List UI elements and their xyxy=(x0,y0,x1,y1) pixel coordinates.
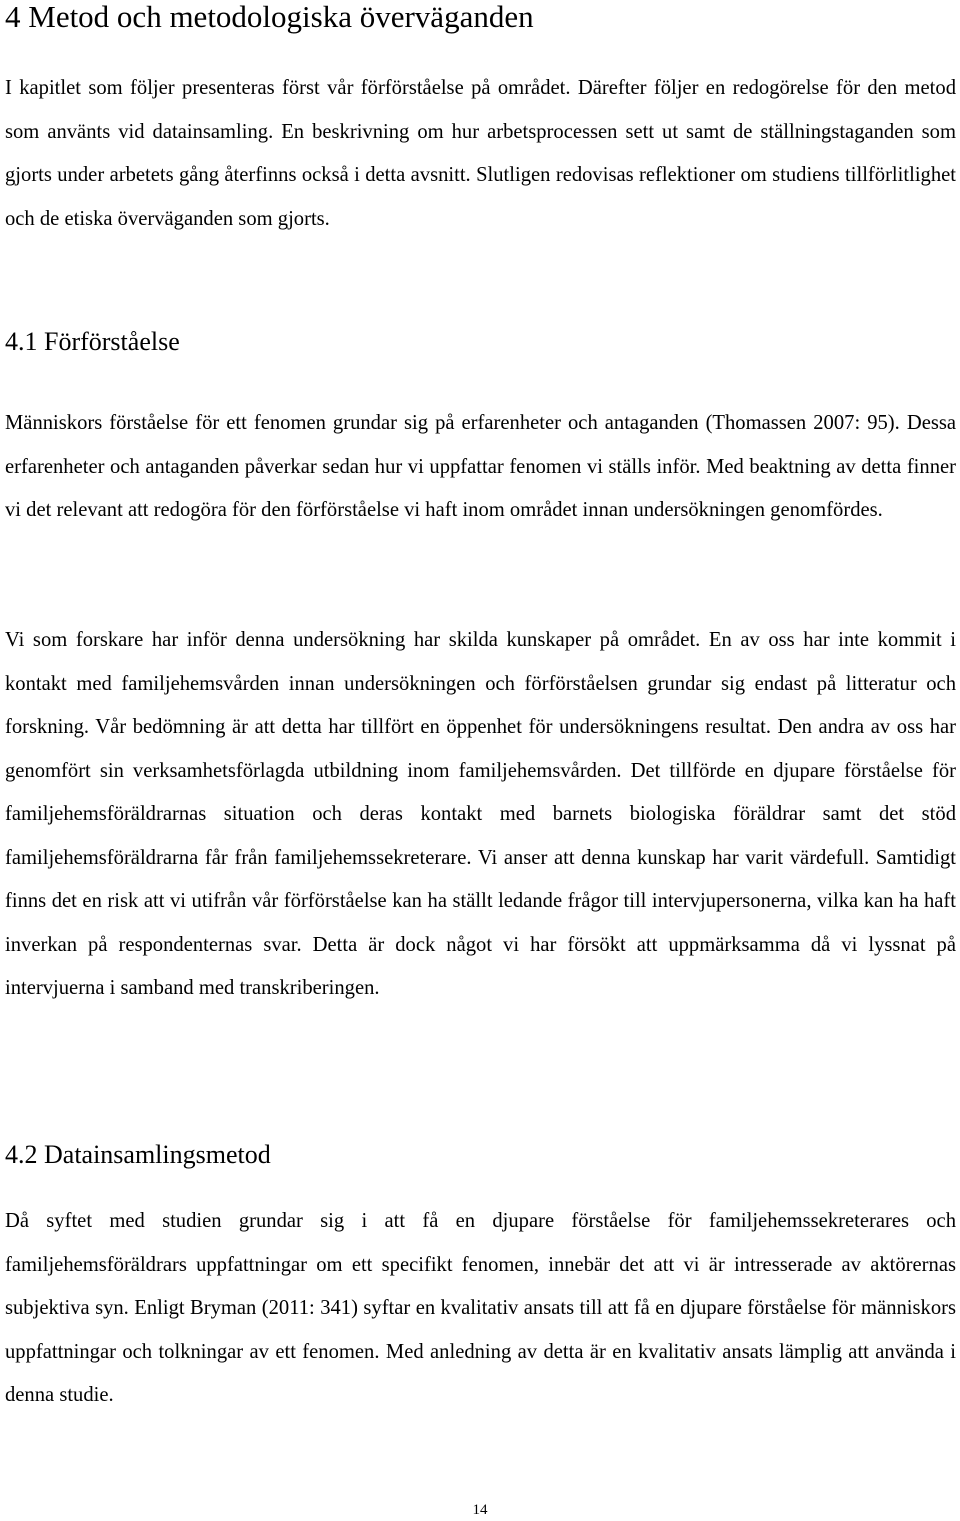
section-title-datainsamlingsmetod: 4.2 Datainsamlingsmetod xyxy=(5,1140,271,1169)
chapter-title: 4 Metod och metodologiska överväganden xyxy=(5,0,534,34)
paragraph-datainsamlingsmetod-1: Då syftet med studien grundar sig i att få en djupare förståelse för familjehemssekreterares och familjehemsföräldrars uppfattningar om ett specifikt fenomen, innebär det att vi är intresserade av aktörernas subjektiva syn. Enligt Bryman (2011: 341) syftar en kvalitativ ansats till att få en djupare förståelse för människors uppfattningar och tolkningar av ett fenomen. Med anledning av detta är en kvalitativ ansats lämplig att använda i denna studie. xyxy=(5,1210,956,1406)
intro-paragraph: I kapitlet som följer presenteras först vår förförståelse på området. Därefter följer en redogörelse för den metod som använts vid datainsamling. En beskrivning om hur arbetsprocessen sett ut samt de ställningstaganden som gjorts under arbetets gång återfinns också i detta avsnitt. Slutligen redovisas reflektioner om studiens tillförlitlighet och de etiska överväganden som gjorts. xyxy=(5,77,956,230)
paragraph-forforstaelse-1: Människors förståelse för ett fenomen grundar sig på erfarenheter och antaganden (Thomassen 2007: 95). Dessa erfarenheter och antaganden påverkar sedan hur vi uppfattar fenomen vi ställs inför. Med beaktning av detta finner vi det relevant att redogöra för den förförståelse vi haft inom området innan undersökningen genomfördes. xyxy=(5,412,956,521)
section-title-forforstaelse: 4.1 Förförståelse xyxy=(5,327,180,356)
page-number: 14 xyxy=(472,1502,488,1518)
paragraph-forforstaelse-2: Vi som forskare har inför denna undersökning har skilda kunskaper på området. En av oss har inte kommit i kontakt med familjehemsvården innan undersökningen och förförståelsen grundar sig endast på litteratur och forskning. Vår bedömning är att detta har tillfört en öppenhet för undersökningens resultat. Den andra av oss har genomfört sin verksamhetsförlagda utbildning inom familjehemsvården. Det tillförde en djupare förståelse för familjehemsföräldrarnas situation och deras kontakt med barnets biologiska föräldrar samt det stöd familjehemsföräldrarna får från familjehemssekreterare. Vi anser att denna kunskap har varit värdefull. Samtidigt finns det en risk att vi utifrån vår förförståelse kan ha ställt ledande frågor till intervjupersonerna, vilka kan ha haft inverkan på respondenternas svar. Detta är dock något vi har försökt att uppmärksamma då vi lyssnat på intervjuerna i samband med transkriberingen. xyxy=(5,629,956,999)
